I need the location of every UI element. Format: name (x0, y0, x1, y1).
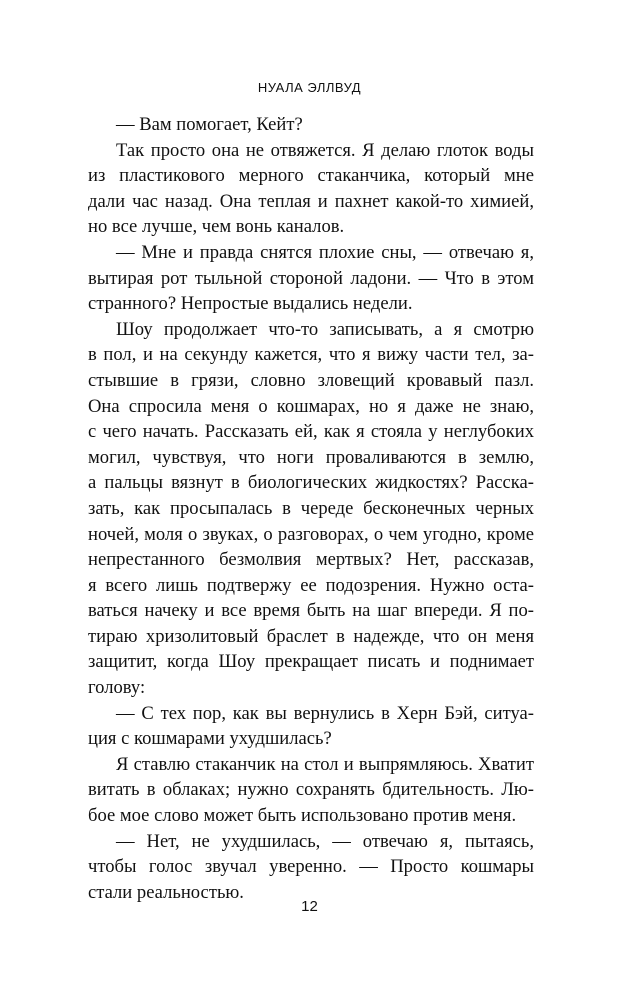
text-line: я всего лишь подтвержу ее подозрения. Нужно оста- (88, 574, 534, 596)
paragraph (88, 112, 534, 138)
paragraph (88, 829, 534, 906)
text-line: могил, чувствуя, что ноги проваливаются в землю, (88, 446, 534, 468)
text-line: — Вам помогает, Кейт? (116, 114, 303, 135)
text-line: витать в облаках; нужно сохранять бдительность. Лю- (88, 779, 534, 801)
text-line: зать, как просыпалась в череде бесконечных черных (88, 497, 534, 519)
paragraph (88, 138, 534, 240)
text-line: — С тех пор, как вы вернулись в Херн Бэй, ситуа- (116, 702, 534, 724)
text-line: — Нет, не ухудшилась, — отвечаю я, пытаясь, (116, 830, 534, 852)
text-line: бое мое слово может быть использовано против меня. (88, 805, 517, 827)
text-line: дали час назад. Она теплая и пахнет какой-то химией, (88, 190, 534, 212)
text-line: Она спросила меня о кошмарах, но я даже не знаю, (88, 395, 534, 417)
text-line: в пол, и на секунду кажется, что я вижу части тел, за- (88, 344, 534, 366)
text-line: странного? Непростые выдались недели. (88, 293, 413, 315)
text-line: голову: (88, 677, 146, 699)
text-line: Так просто она не отвяжется. Я делаю глоток воды (116, 139, 534, 161)
text-line: защитит, когда Шоу прекращает писать и поднимает (88, 651, 534, 673)
text-line: ваться начеку и все время быть на шаг впереди. Я по- (88, 600, 534, 622)
text-line: стали реальностью. (88, 881, 244, 903)
text-line: ночей, моля о звуках, о разговорах, о чем угодно, кроме (88, 523, 534, 545)
text-line: непрестанного безмолвия мертвых? Нет, рассказав, (88, 549, 534, 571)
running-head: НУАЛА ЭЛЛВУД (257, 80, 362, 95)
text-line: ция с кошмарами ухудшилась? (88, 728, 332, 750)
body-text (88, 112, 534, 905)
text-line: — Мне и правда снятся плохие сны, — отвечаю я, (116, 241, 534, 263)
page-number: 12 (301, 898, 318, 915)
text-line: тираю хризолитовый браслет в надежде, что он меня (88, 625, 534, 647)
text-line: но все лучше, чем вонь каналов. (88, 216, 345, 238)
text-line: Шоу продолжает что-то записывать, а я смотрю (116, 318, 534, 340)
text-line: с чего начать. Рассказать ей, как я стояла у неглубоких (88, 421, 534, 443)
paragraph (88, 752, 534, 829)
text-line: Я ставлю стаканчик на стол и выпрямляюсь. Хватит (116, 753, 534, 775)
paragraph (88, 701, 534, 752)
text-line: стывшие в грязи, словно зловещий кровавый пазл. (88, 369, 534, 391)
text-line: а пальцы вязнут в биологических жидкостях? Расска- (88, 472, 534, 494)
text-line: вытирая рот тыльной стороной ладони. — Что в этом (88, 267, 534, 289)
paragraph (88, 240, 534, 317)
text-line: чтобы голос звучал уверенно. — Просто кошмары (88, 856, 534, 878)
text-line: из пластикового мерного стаканчика, который мне (88, 165, 534, 187)
paragraph (88, 317, 534, 701)
